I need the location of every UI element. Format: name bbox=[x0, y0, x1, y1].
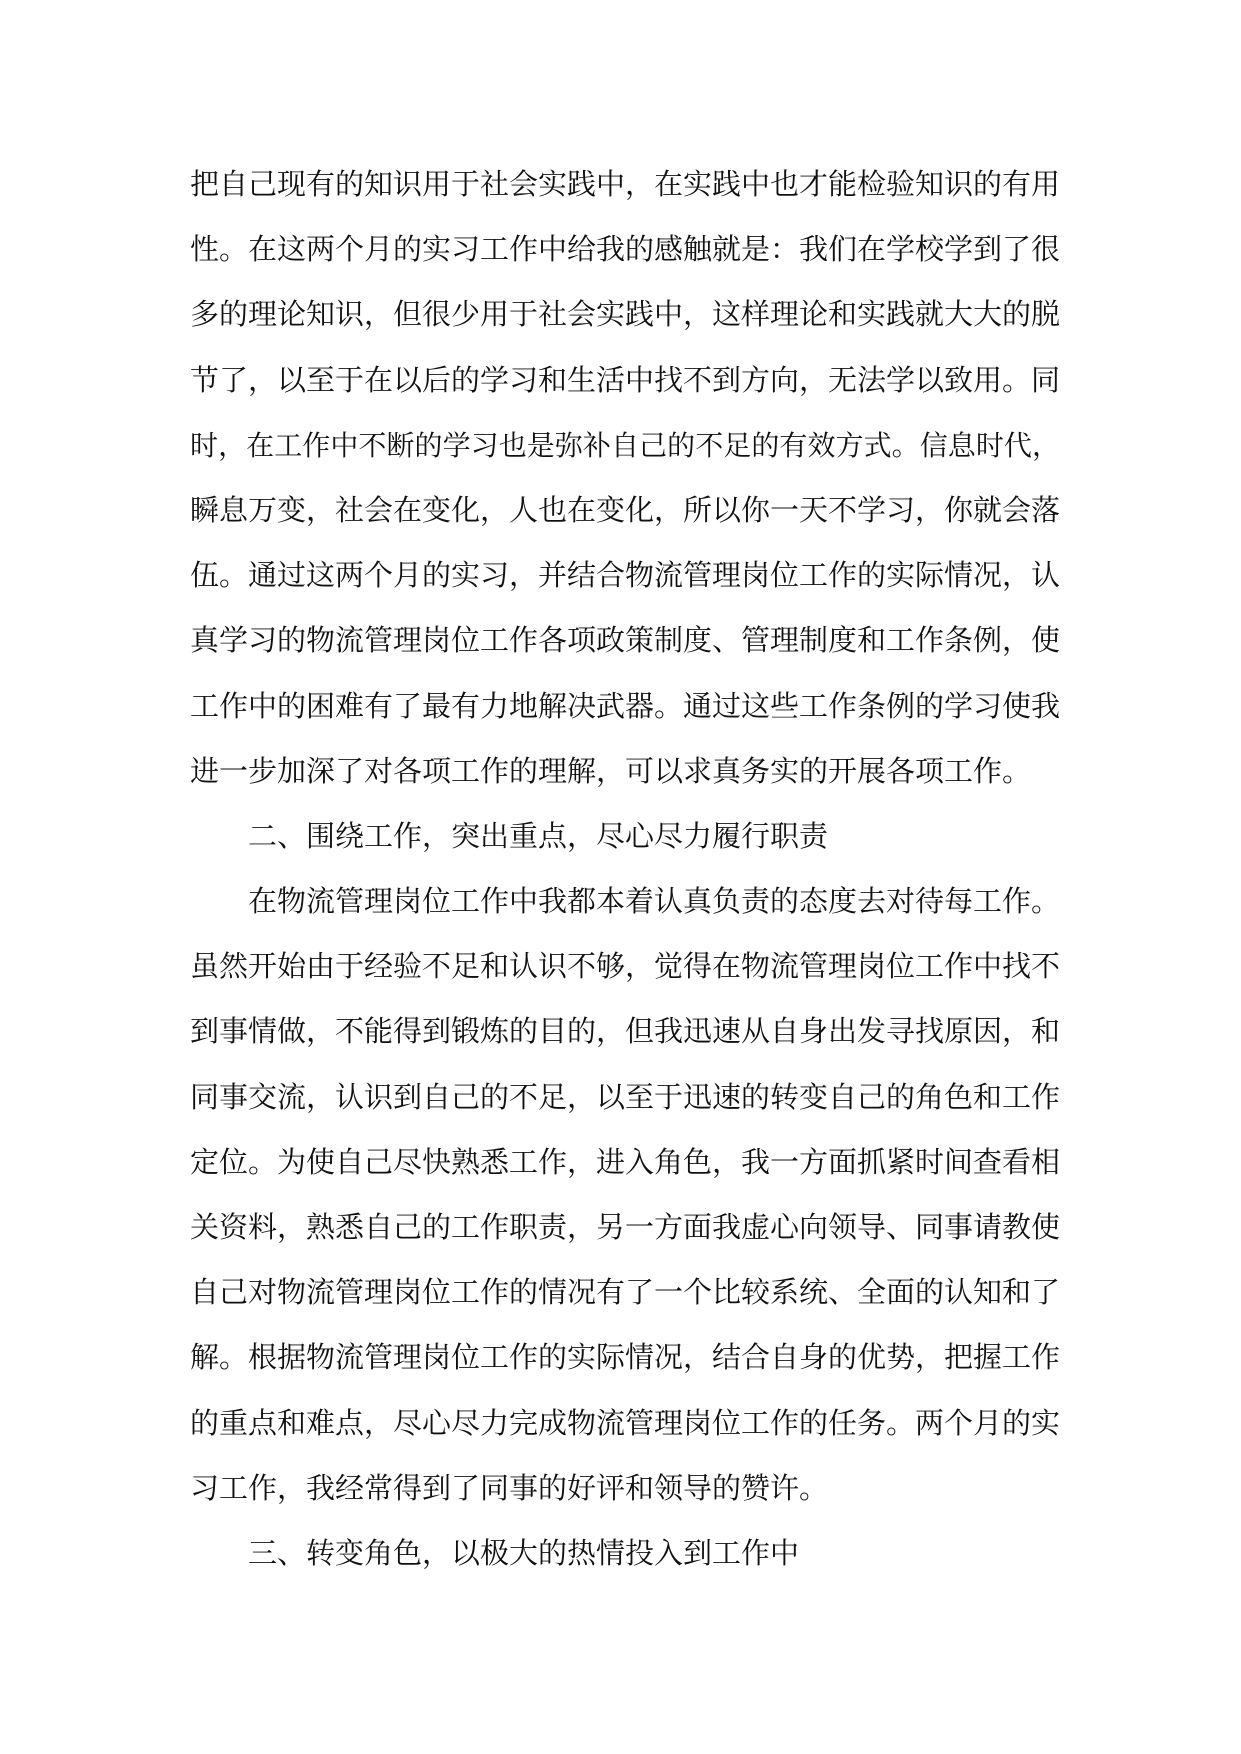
text-line: 性。在这两个月的实习工作中给我的感触就是：我们在学校学到了很 bbox=[190, 232, 1060, 267]
text-line: 把自己现有的知识用于社会实践中，在实践中也才能检验知识的有用 bbox=[190, 167, 1060, 201]
document-body bbox=[190, 152, 1060, 1586]
text-line: 到事情做，不能得到锻炼的目的，但我迅速从自身出发寻找原因，和 bbox=[190, 1014, 1060, 1049]
section-heading: 三、转变角色，以极大的热情投入到工作中 bbox=[248, 1535, 800, 1570]
text-line: 同事交流，认识到自己的不足，以至于迅速的转变自己的角色和工作 bbox=[190, 1079, 1060, 1114]
section-heading: 二、围绕工作，突出重点，尽心尽力履行职责 bbox=[248, 818, 829, 853]
text-line: 多的理论知识，但很少用于社会实践中，这样理论和实践就大大的脱 bbox=[190, 297, 1060, 332]
text-line: 虽然开始由于经验不足和认识不够，觉得在物流管理岗位工作中找不 bbox=[190, 949, 1060, 984]
text-line: 自己对物流管理岗位工作的情况有了一个比较系统、全面的认知和了 bbox=[190, 1275, 1060, 1310]
text-line: 节了，以至于在以后的学习和生活中找不到方向，无法学以致用。同 bbox=[190, 362, 1060, 397]
text-line: 时，在工作中不断的学习也是弥补自己的不足的有效方式。信息时代， bbox=[190, 428, 1060, 462]
text-line: 定位。为使自己尽快熟悉工作，进入角色，我一方面抓紧时间查看相 bbox=[190, 1144, 1060, 1179]
paragraph-end-line: 习工作，我经常得到了同事的好评和领导的赞许。 bbox=[190, 1470, 829, 1505]
text-line: 瞬息万变，社会在变化，人也在变化，所以你一天不学习，你就会落 bbox=[190, 492, 1060, 527]
text-line: 的重点和难点，尽心尽力完成物流管理岗位工作的任务。两个月的实 bbox=[190, 1405, 1060, 1440]
paragraph-first-line: 在物流管理岗位工作中我都本着认真负责的态度去对待每工作。 bbox=[248, 884, 1060, 919]
text-line: 工作中的困难有了最有力地解决武器。通过这些工作条例的学习使我 bbox=[190, 688, 1060, 723]
text-line: 关资料，熟悉自己的工作职责，另一方面我虚心向领导、同事请教使 bbox=[190, 1210, 1060, 1244]
text-line: 伍。通过这两个月的实习，并结合物流管理岗位工作的实际情况，认 bbox=[190, 558, 1060, 593]
paragraph-end-line: 进一步加深了对各项工作的理解，可以求真务实的开展各项工作。 bbox=[190, 753, 1032, 788]
text-line: 真学习的物流管理岗位工作各项政策制度、管理制度和工作条例，使 bbox=[190, 623, 1060, 658]
text-line: 解。根据物流管理岗位工作的实际情况，结合自身的优势，把握工作 bbox=[190, 1340, 1060, 1375]
